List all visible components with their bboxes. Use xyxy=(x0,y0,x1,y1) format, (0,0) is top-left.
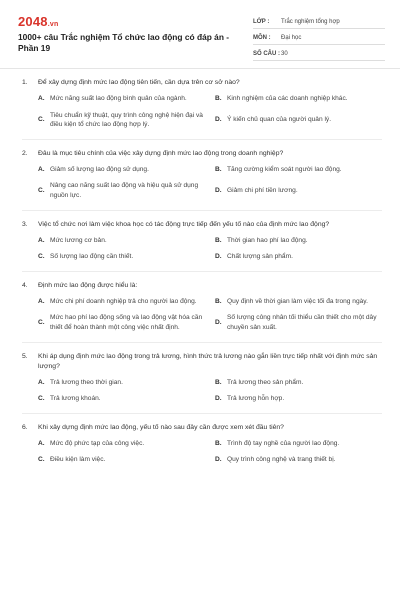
answer-text: Giảm chi phí tiền lương. xyxy=(227,187,298,195)
question-number: 5. xyxy=(22,352,28,360)
answer-option[interactable] xyxy=(215,252,382,262)
answer-text: Nâng cao năng suất lao động và hiệu quả sử dụng nguồn lực. xyxy=(50,182,199,199)
answer-letter: C. xyxy=(38,395,45,403)
answer-option[interactable] xyxy=(215,378,382,388)
meta-key: SỐ CÂU : xyxy=(253,51,280,57)
meta-value: 30 xyxy=(281,51,288,57)
answer-options xyxy=(22,378,382,404)
logo-suffix: .vn xyxy=(47,21,59,28)
answer-option[interactable] xyxy=(215,181,382,200)
question-divider xyxy=(22,342,382,343)
answer-letter: B. xyxy=(215,297,222,305)
answer-letter: D. xyxy=(215,456,222,464)
question-header xyxy=(22,149,382,159)
question-text: Định mức lao động được hiểu là: xyxy=(38,281,138,289)
answer-text: Trả lương theo thời gian. xyxy=(50,378,123,386)
question-text: Khi xây dựng định mức lao động, yếu tố nào sau đây cần được xem xét đầu tiên? xyxy=(38,423,284,431)
answer-option[interactable] xyxy=(38,111,205,130)
page-header xyxy=(0,0,400,62)
answer-text: Mức năng suất lao động bình quân của ngành. xyxy=(50,95,187,102)
answer-option[interactable] xyxy=(215,313,382,332)
answer-option[interactable] xyxy=(215,94,382,104)
question-5 xyxy=(0,352,400,414)
meta-key: LỚP : xyxy=(253,19,270,25)
answer-text: Mức hao phí lao động sống và lao động vật hóa cần thiết để hoàn thành một công việc nhất định. xyxy=(50,314,203,331)
quiz-meta xyxy=(253,13,385,61)
question-3 xyxy=(0,220,400,272)
answer-options xyxy=(22,236,382,262)
answer-option[interactable] xyxy=(215,236,382,246)
meta-row-class xyxy=(253,13,385,29)
question-2 xyxy=(0,149,400,211)
answer-text: Trả lương hỗn hợp. xyxy=(227,395,285,403)
answer-option[interactable] xyxy=(215,165,382,175)
question-text: Việc tổ chức nơi làm việc khoa học có tác động trực tiếp đến yếu tố nào của định mức lao động? xyxy=(38,220,330,228)
answer-option[interactable] xyxy=(38,313,205,332)
answer-letter: D. xyxy=(215,187,222,195)
answer-letter: B. xyxy=(215,95,222,102)
header-divider xyxy=(0,68,400,69)
answer-text: Chất lượng sản phẩm. xyxy=(227,253,293,261)
question-divider xyxy=(22,271,382,272)
answer-text: Quy định về thời gian làm việc tối đa trong ngày. xyxy=(227,297,368,305)
answer-letter: A. xyxy=(38,378,45,386)
answer-option[interactable] xyxy=(38,297,205,307)
answer-text: Kinh nghiệm của các doanh nghiệp khác. xyxy=(227,95,348,102)
meta-row-subject xyxy=(253,29,385,45)
answer-text: Trả lương theo sản phẩm. xyxy=(227,378,304,386)
answer-options xyxy=(22,165,382,201)
answer-option[interactable] xyxy=(38,394,205,404)
answer-text: Trả lương khoán. xyxy=(50,395,101,403)
answer-letter: B. xyxy=(215,439,222,447)
answer-option[interactable] xyxy=(215,297,382,307)
answer-option[interactable] xyxy=(215,111,382,130)
answer-option[interactable] xyxy=(38,378,205,388)
question-1 xyxy=(0,78,400,140)
answer-letter: D. xyxy=(215,116,222,124)
answer-text: Giảm số lượng lao động sử dụng. xyxy=(50,165,149,173)
answer-letter: B. xyxy=(215,236,222,244)
question-header xyxy=(22,423,382,433)
meta-value: Đại học xyxy=(281,35,302,41)
question-header xyxy=(22,352,382,372)
question-text: Đâu là mục tiêu chính của việc xây dựng định mức lao động trong doanh nghiệp? xyxy=(38,149,284,157)
question-6 xyxy=(0,423,400,465)
answer-letter: A. xyxy=(38,297,45,305)
question-number: 1. xyxy=(22,79,28,86)
answer-text: Mức chi phí doanh nghiệp trả cho người lao động. xyxy=(50,297,197,305)
answer-text: Thời gian hao phí lao động. xyxy=(227,236,308,244)
answer-letter: D. xyxy=(215,319,222,327)
answer-letter: D. xyxy=(215,395,222,403)
answer-text: Mức độ phức tạp của công việc. xyxy=(50,439,145,447)
answer-letter: C. xyxy=(38,187,45,195)
answer-option[interactable] xyxy=(38,252,205,262)
answer-option[interactable] xyxy=(38,439,205,449)
answer-text: Ý kiến chủ quan của người quản lý. xyxy=(227,116,332,124)
answer-text: Số lượng lao động cần thiết. xyxy=(50,253,134,261)
answer-letter: A. xyxy=(38,165,45,173)
answer-option[interactable] xyxy=(38,94,205,104)
answer-option[interactable] xyxy=(38,181,205,200)
question-4 xyxy=(0,281,400,343)
answer-text: Tiêu chuẩn kỹ thuật, quy trình công nghệ hiện đại và điều kiện tổ chức lao động hợp lý. xyxy=(50,111,203,129)
question-number: 6. xyxy=(22,423,28,431)
question-divider xyxy=(22,413,382,414)
site-logo[interactable] xyxy=(18,14,58,29)
question-number: 3. xyxy=(22,220,28,228)
answer-letter: A. xyxy=(38,95,45,102)
answer-letter: C. xyxy=(38,116,45,124)
answer-text: Điều kiện làm việc. xyxy=(50,456,106,464)
answer-letter: C. xyxy=(38,456,45,464)
question-header xyxy=(22,281,382,291)
answer-options xyxy=(22,297,382,333)
question-divider xyxy=(22,210,382,211)
answer-option[interactable] xyxy=(215,455,382,465)
answer-text: Mức lương cơ bản. xyxy=(50,236,107,244)
question-list xyxy=(0,78,400,465)
answer-text: Số lượng công nhân tối thiểu cần thiết cho một dây chuyền sản xuất. xyxy=(227,314,377,331)
question-number: 2. xyxy=(22,149,28,157)
quiz-title: 1000+ câu Trắc nghiệm Tổ chức lao động có đáp án - Phần 19 xyxy=(18,32,230,53)
question-text: Để xây dựng định mức lao động tiên tiến, cần dựa trên cơ sở nào? xyxy=(38,79,240,86)
answer-options xyxy=(22,94,382,130)
answer-letter: A. xyxy=(38,439,45,447)
question-divider xyxy=(22,139,382,140)
answer-letter: A. xyxy=(38,236,45,244)
question-header xyxy=(22,78,382,88)
answer-option[interactable] xyxy=(215,394,382,404)
meta-row-count xyxy=(253,45,385,61)
question-text: Khi áp dụng định mức lao động trong trả lương, hình thức trả lương nào gắn liền trực tiếp nhất với định mức sản lượng? xyxy=(38,352,378,370)
answer-option[interactable] xyxy=(215,439,382,449)
answer-letter: D. xyxy=(215,253,222,261)
logo-main: 2048 xyxy=(18,14,48,29)
answer-text: Tăng cường kiểm soát người lao động. xyxy=(227,165,342,173)
answer-letter: C. xyxy=(38,319,45,327)
answer-option[interactable] xyxy=(38,236,205,246)
question-number: 4. xyxy=(22,281,28,289)
answer-text: Quy trình công nghệ và trang thiết bị. xyxy=(227,456,336,464)
answer-letter: B. xyxy=(215,378,222,386)
meta-key: MÔN : xyxy=(253,35,271,41)
answer-option[interactable] xyxy=(38,455,205,465)
answer-text: Trình độ tay nghề của người lao động. xyxy=(227,439,340,447)
meta-value: Trắc nghiệm tổng hợp xyxy=(281,19,340,25)
answer-options xyxy=(22,439,382,465)
answer-letter: C. xyxy=(38,253,45,261)
question-header xyxy=(22,220,382,230)
answer-option[interactable] xyxy=(38,165,205,175)
answer-letter: B. xyxy=(215,165,222,173)
